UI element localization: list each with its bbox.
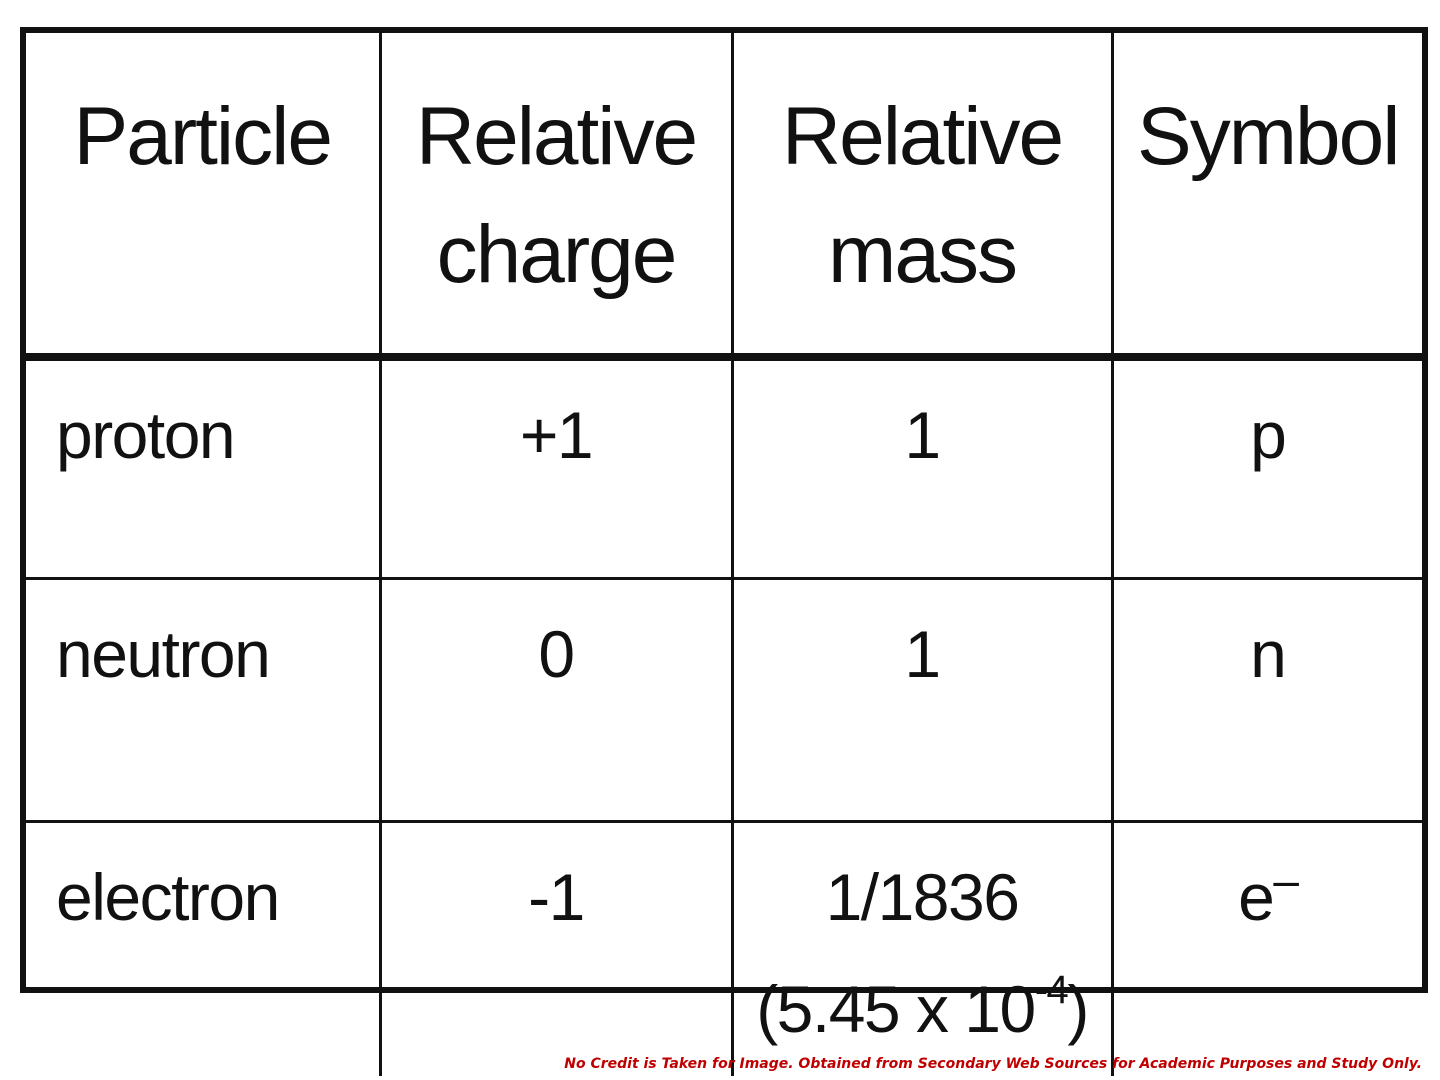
relative-mass-fraction: 1/1836	[825, 860, 1019, 934]
cell-symbol	[1112, 579, 1422, 822]
cell-particle-name: electron	[26, 822, 380, 1077]
cell-relative-charge: 0	[380, 579, 732, 822]
cell-relative-mass	[732, 357, 1112, 579]
header-symbol	[1112, 33, 1422, 357]
header-relative-mass	[732, 33, 1112, 357]
cell-symbol	[1112, 357, 1422, 579]
symbol-letter: e	[1238, 860, 1274, 934]
header-particle-line-1: Particle	[73, 91, 331, 182]
table-header-row	[26, 33, 1422, 357]
relative-mass-decimal-prefix: (5.45 x 10	[756, 972, 1035, 1046]
relative-mass-value: 1	[904, 617, 940, 691]
cell-relative-charge: -1	[380, 822, 732, 1077]
image-credit-note: No Credit is Taken for Image. Obtained from Secondary Web Sources for Academic Purposes and Study Only.	[564, 1056, 1422, 1072]
particle-table-frame	[20, 27, 1428, 1046]
header-symbol-line-1: Symbol	[1137, 91, 1399, 182]
relative-mass-value: 1	[904, 398, 940, 472]
relative-mass-decimal-suffix: )	[1067, 972, 1088, 1046]
table-row-neutron	[26, 579, 1422, 822]
cell-particle-name: proton	[26, 357, 380, 579]
header-relative-mass-line-1: Relative	[781, 91, 1063, 182]
cell-relative-mass	[732, 579, 1112, 822]
table-row-electron	[26, 822, 1422, 1077]
header-particle	[26, 33, 380, 357]
symbol-letter: n	[1250, 617, 1286, 691]
relative-mass-decimal	[734, 953, 1111, 1065]
header-relative-mass-line-2: mass	[828, 209, 1016, 300]
symbol-letter: p	[1250, 398, 1286, 472]
header-relative-charge	[380, 33, 732, 357]
relative-mass-exponent: -4	[1034, 968, 1068, 1012]
symbol-superscript: –	[1273, 854, 1298, 906]
header-relative-charge-line-2: charge	[436, 209, 676, 300]
table-row-proton	[26, 357, 1422, 579]
cell-relative-charge: +1	[380, 357, 732, 579]
header-relative-charge-line-1: Relative	[415, 91, 697, 182]
cell-relative-mass	[732, 822, 1112, 1077]
particle-table	[26, 33, 1422, 1076]
cell-particle-name: neutron	[26, 579, 380, 822]
cell-symbol	[1112, 822, 1422, 1077]
